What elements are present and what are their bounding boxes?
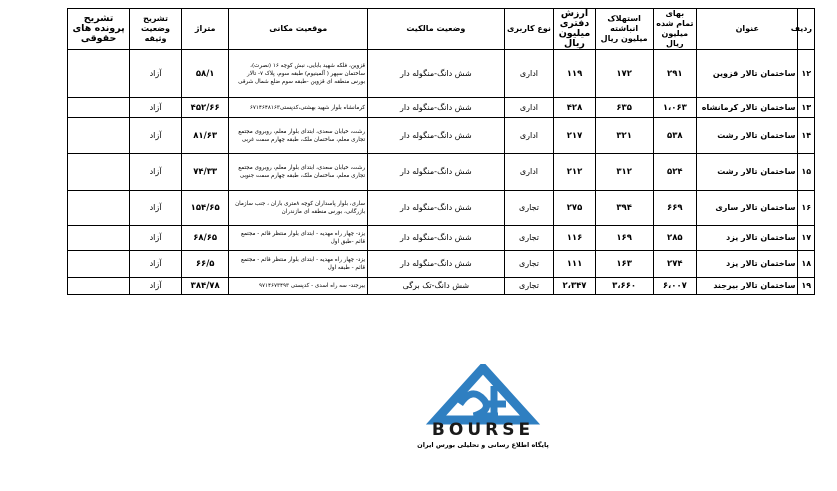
row-cost: ۱،۰۶۳ <box>653 98 696 118</box>
table-row <box>68 98 815 118</box>
row-book-value: ۲۱۲ <box>554 154 595 191</box>
row-status: آزاد <box>130 226 182 251</box>
row-ownership: شش دانگ-منگوله دار <box>368 191 505 226</box>
row-depreciation: ۳،۶۶۰ <box>595 278 653 295</box>
row-legal <box>68 118 130 154</box>
col-book-value: ارزش دفتری میلیون ریال <box>554 9 595 50</box>
table-row <box>68 251 815 278</box>
row-depreciation: ۱۷۲ <box>595 50 653 98</box>
row-book-value: ۴۲۸ <box>554 98 595 118</box>
row-depreciation: ۳۱۲ <box>595 154 653 191</box>
row-area: ۸۱/۶۳ <box>181 118 229 154</box>
row-usage: تجاری <box>504 191 554 226</box>
row-location: قزوین، فلکه شهید بابایی، نبش کوچه ۱۶ (نصرت)، ساختمان سپهر ( آلمینیوم) طبقه سوم، پلاک ۷- تالار بورس منطقه ای قزوین -طبقه سوم ضلع شمال شرقی <box>229 50 368 98</box>
assets-table <box>67 8 815 295</box>
table-row <box>68 191 815 226</box>
row-ownership: شش دانگ-منگوله دار <box>368 50 505 98</box>
table-row <box>68 278 815 295</box>
row-area: ۶۸/۶۵ <box>181 226 229 251</box>
row-ownership: شش دانگ-تک برگی <box>368 278 505 295</box>
table-row <box>68 154 815 191</box>
row-legal <box>68 50 130 98</box>
col-status: تشریح وضعیت وثیقه <box>130 9 182 50</box>
row-legal <box>68 154 130 191</box>
row-cost: ۲۷۴ <box>653 251 696 278</box>
row-usage: اداری <box>504 118 554 154</box>
row-cost: ۶۶۹ <box>653 191 696 226</box>
row-no: ۱۵ <box>798 154 815 191</box>
row-area: ۶۶/۵ <box>181 251 229 278</box>
row-ownership: شش دانگ-منگوله دار <box>368 118 505 154</box>
row-depreciation: ۶۳۵ <box>595 98 653 118</box>
row-cost: ۵۳۸ <box>653 118 696 154</box>
row-legal <box>68 191 130 226</box>
row-no: ۱۶ <box>798 191 815 226</box>
row-area: ۳۸۴/۷۸ <box>181 278 229 295</box>
row-book-value: ۱۱۱ <box>554 251 595 278</box>
row-no: ۱۴ <box>798 118 815 154</box>
row-status: آزاد <box>130 50 182 98</box>
row-no: ۱۲ <box>798 50 815 98</box>
row-location: یزد- چهار راه مهدیه - ابتدای بلوار منتظر قائم - مجتمع قائم - طبقه اول <box>229 251 368 278</box>
header-row <box>68 9 815 50</box>
row-no: ۱۹ <box>798 278 815 295</box>
row-title: ساختمان تالار بیرجند <box>697 278 798 295</box>
col-depreciation: استهلاک انباشته میلیون ریال <box>595 9 653 50</box>
row-usage: اداری <box>504 154 554 191</box>
row-status: آزاد <box>130 251 182 278</box>
row-legal <box>68 278 130 295</box>
row-location: رشت، خیابان سعدی، ابتدای بلوار معلم، روبروی مجتمع تجاری معلم، ساختمان ملک، طبقه چهارم سمت غربی <box>229 118 368 154</box>
row-title: ساختمان تالار رشت <box>697 118 798 154</box>
row-book-value: ۲،۳۴۷ <box>554 278 595 295</box>
row-depreciation: ۳۹۴ <box>595 191 653 226</box>
row-area: ۱۵۴/۶۵ <box>181 191 229 226</box>
row-title: ساختمان تالار قزوین <box>697 50 798 98</box>
row-status: آزاد <box>130 154 182 191</box>
row-depreciation: ۳۲۱ <box>595 118 653 154</box>
row-usage: تجاری <box>504 251 554 278</box>
row-location: رشت، خیابان سعدی، ابتدای بلوار معلم، روبروی مجتمع تجاری معلم، ساختمان ملک، طبقه چهارم سمت جنوبی <box>229 154 368 191</box>
row-legal <box>68 98 130 118</box>
row-cost: ۲۹۱ <box>653 50 696 98</box>
row-location: یزد- چهار راه مهدیه - ابتدای بلوار منتظر قائم - مجتمع قائم -طبق اول <box>229 226 368 251</box>
row-usage: تجاری <box>504 278 554 295</box>
row-depreciation: ۱۶۹ <box>595 226 653 251</box>
table-row <box>68 50 815 98</box>
row-status: آزاد <box>130 118 182 154</box>
row-legal <box>68 226 130 251</box>
row-cost: ۶،۰۰۷ <box>653 278 696 295</box>
row-legal <box>68 251 130 278</box>
row-usage: اداری <box>504 98 554 118</box>
row-usage: اداری <box>504 50 554 98</box>
logo-wordmark: BOURSE <box>431 420 535 440</box>
row-area: ۵۸/۱ <box>181 50 229 98</box>
col-location: موقعیت مکانی <box>229 9 368 50</box>
row-cost: ۲۸۵ <box>653 226 696 251</box>
col-row-no: ردیف <box>798 9 815 50</box>
col-title: عنوان <box>697 9 798 50</box>
row-title: ساختمان تالار رشت <box>697 154 798 191</box>
col-completed-value: بهای تمام شده میلیون ریال <box>653 9 696 50</box>
col-ownership: وضعیت مالکیت <box>368 9 505 50</box>
row-book-value: ۱۱۹ <box>554 50 595 98</box>
col-area: متراژ <box>181 9 229 50</box>
row-no: ۱۸ <box>798 251 815 278</box>
table-row <box>68 226 815 251</box>
col-legal: تشریح پرونده های حقوقی <box>68 9 130 50</box>
row-area: ۷۴/۳۳ <box>181 154 229 191</box>
row-title: ساختمان تالار کرمانشاه <box>697 98 798 118</box>
row-ownership: شش دانگ-منگوله دار <box>368 98 505 118</box>
row-area: ۴۵۲/۶۶ <box>181 98 229 118</box>
row-no: ۱۳ <box>798 98 815 118</box>
row-status: آزاد <box>130 278 182 295</box>
col-usage: نوع کاربری <box>504 9 554 50</box>
row-book-value: ۱۱۶ <box>554 226 595 251</box>
row-ownership: شش دانگ-منگوله دار <box>368 154 505 191</box>
row-location: کرمانشاه بلوار شهید بهشتی،کدپستی۶۷۱۴۶۴۸۱۶۳ <box>229 98 368 118</box>
logo-subtitle: پایگاه اطلاع رسانی و تحلیلی بورس ایران <box>417 441 549 449</box>
row-book-value: ۲۷۵ <box>554 191 595 226</box>
assets-table-wrapper <box>67 8 815 295</box>
row-status: آزاد <box>130 98 182 118</box>
row-no: ۱۷ <box>798 226 815 251</box>
row-status: آزاد <box>130 191 182 226</box>
table-row <box>68 118 815 154</box>
row-ownership: شش دانگ-منگوله دار <box>368 226 505 251</box>
row-depreciation: ۱۶۳ <box>595 251 653 278</box>
row-cost: ۵۲۴ <box>653 154 696 191</box>
row-title: ساختمان تالار یزد <box>697 251 798 278</box>
row-title: ساختمان تالار یزد <box>697 226 798 251</box>
row-usage: تجاری <box>504 226 554 251</box>
bourse-logo-icon <box>408 364 558 474</box>
row-ownership: شش دانگ-منگوله دار <box>368 251 505 278</box>
row-title: ساختمان تالار ساری <box>697 191 798 226</box>
row-location: بیرجند- سه راه اسدی - کدپستی ۹۷۱۴۶۷۳۴۹۳ <box>229 278 368 295</box>
row-book-value: ۲۱۷ <box>554 118 595 154</box>
row-location: ساری، بلوار پاسداران کوچه ۸متری باران ، جنب سازمان بازرگانی، بورس منطقه ای مازندران <box>229 191 368 226</box>
